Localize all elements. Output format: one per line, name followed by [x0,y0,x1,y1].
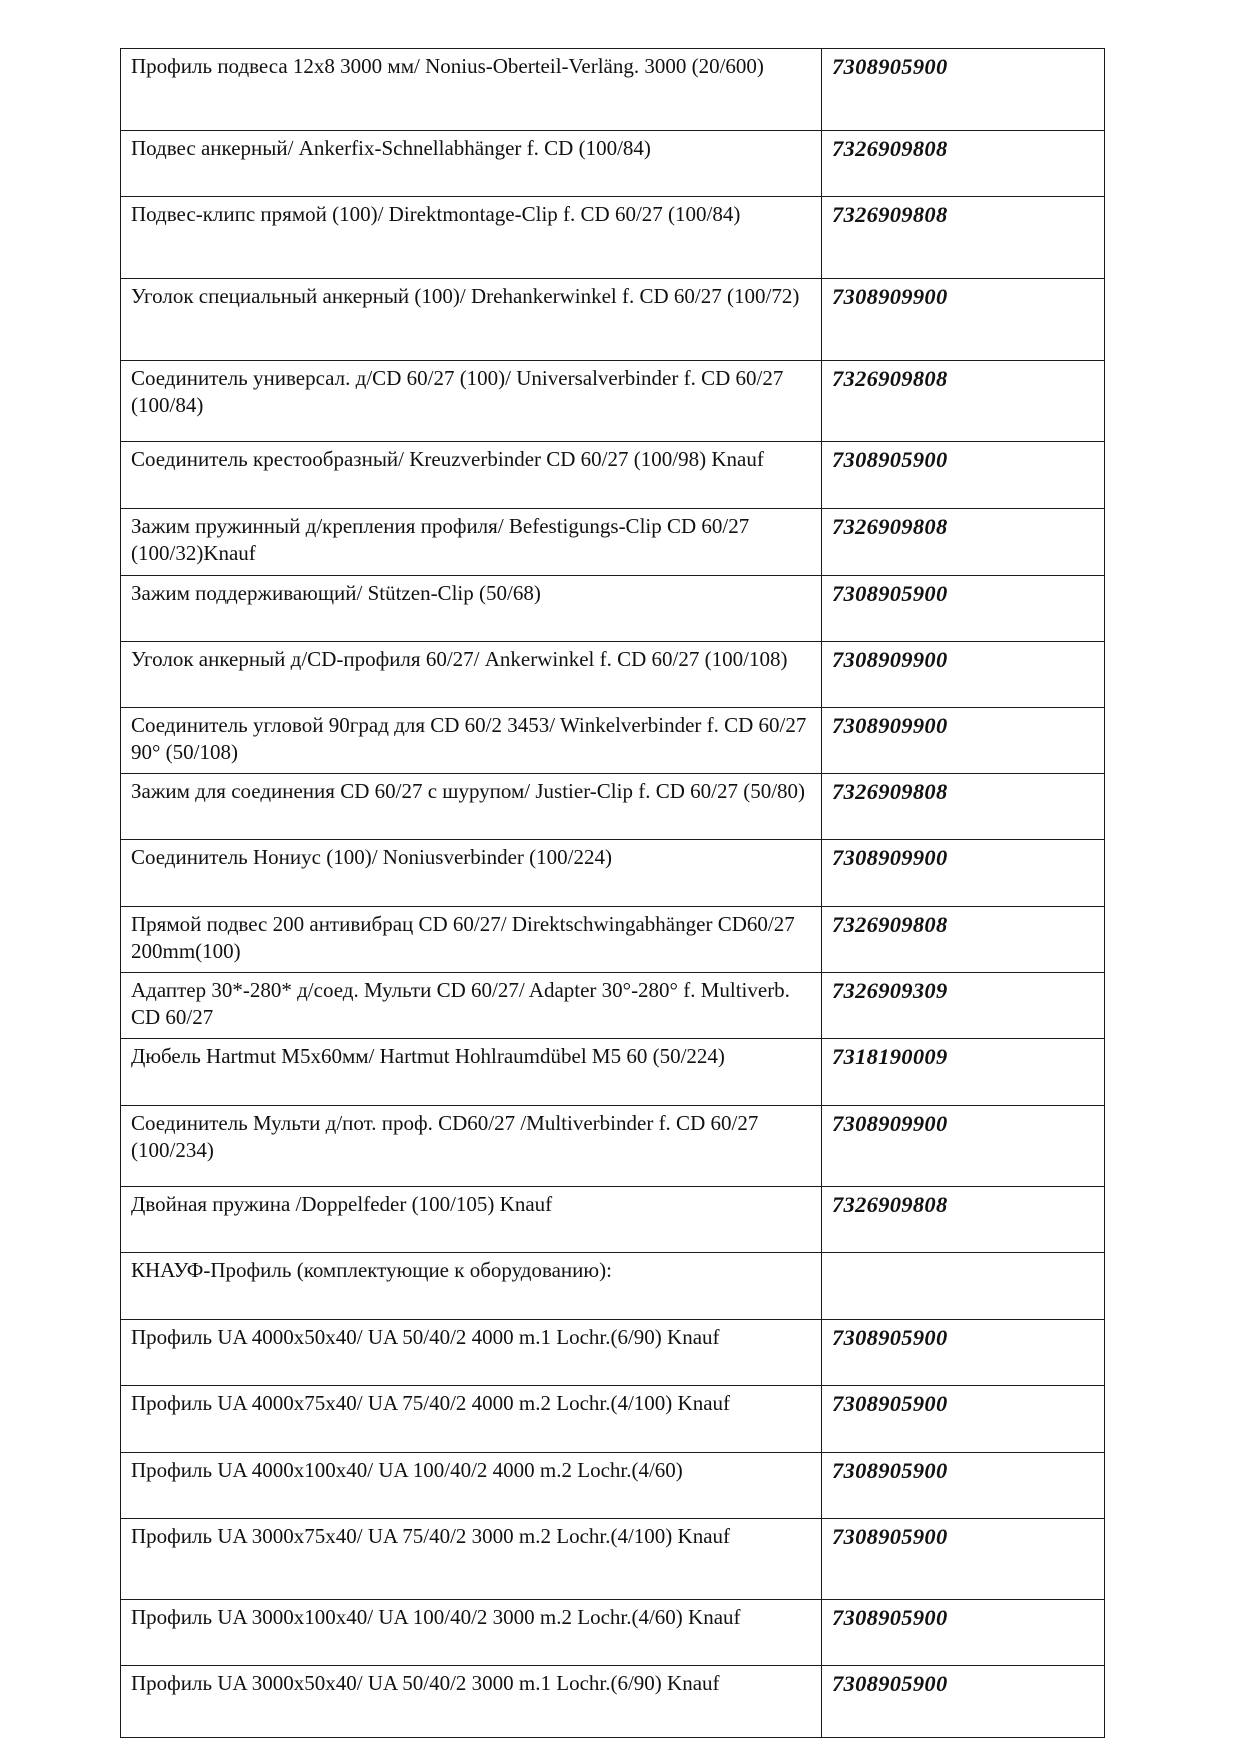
item-description: Профиль UA 3000x50x40/ UA 50/40/2 3000 m.1 Lochr.(6/90) Knauf [121,1666,822,1738]
item-code: 7326909309 [822,973,1105,1039]
item-code: 7308905900 [822,576,1105,642]
items-table [120,48,1105,1738]
item-code: 7326909808 [822,509,1105,576]
item-code: 7308909900 [822,279,1105,361]
table-row [121,774,1105,840]
item-description: Профиль UA 3000x75x40/ UA 75/40/2 3000 m.2 Lochr.(4/100) Knauf [121,1519,822,1600]
item-code: 7308909900 [822,708,1105,774]
item-code: 7326909808 [822,131,1105,197]
table-row [121,1320,1105,1386]
item-description: Уголок специальный анкерный (100)/ Drehankerwinkel f. CD 60/27 (100/72) [121,279,822,361]
item-description: Профиль UA 4000x50x40/ UA 50/40/2 4000 m.1 Lochr.(6/90) Knauf [121,1320,822,1386]
item-code: 7308909900 [822,840,1105,907]
item-code [822,1253,1105,1320]
item-code: 7308905900 [822,49,1105,131]
item-description: Профиль подвеса 12x8 3000 мм/ Nonius-Oberteil-Verläng. 3000 (20/600) [121,49,822,131]
item-description: Дюбель Hartmut M5x60мм/ Hartmut Hohlraumdübel M5 60 (50/224) [121,1039,822,1106]
item-description: Зажим поддерживающий/ Stützen-Clip (50/68) [121,576,822,642]
item-code: 7308905900 [822,1600,1105,1666]
table-row [121,1253,1105,1320]
item-description: Прямой подвес 200 антивибрац CD 60/27/ Direktschwingabhänger CD60/27 200mm(100) [121,907,822,973]
item-description: Двойная пружина /Doppelfeder (100/105) Knauf [121,1187,822,1253]
item-code: 7308909900 [822,1106,1105,1187]
item-code: 7308905900 [822,1320,1105,1386]
table-row [121,509,1105,576]
items-table-body [121,49,1105,1738]
table-row [121,1600,1105,1666]
item-description: Соединитель универсал. д/CD 60/27 (100)/ Universalverbinder f. CD 60/27 (100/84) [121,361,822,442]
item-code: 7326909808 [822,361,1105,442]
item-code: 7308905900 [822,1386,1105,1453]
item-description: Подвес анкерный/ Ankerfix-Schnellabhänger f. CD (100/84) [121,131,822,197]
table-row [121,973,1105,1039]
item-code: 7326909808 [822,197,1105,279]
table-row [121,907,1105,973]
item-description: Профиль UA 4000x75x40/ UA 75/40/2 4000 m.2 Lochr.(4/100) Knauf [121,1386,822,1453]
item-code: 7308905900 [822,1666,1105,1738]
table-row [121,1666,1105,1738]
item-description: Соединитель крестообразный/ Kreuzverbinder CD 60/27 (100/98) Knauf [121,442,822,509]
item-code: 7318190009 [822,1039,1105,1106]
item-description: Профиль UA 4000x100x40/ UA 100/40/2 4000 m.2 Lochr.(4/60) [121,1453,822,1519]
item-code: 7326909808 [822,907,1105,973]
item-description: Зажим для соединения CD 60/27 с шурупом/ Justier-Clip f. CD 60/27 (50/80) [121,774,822,840]
table-row [121,197,1105,279]
table-row [121,576,1105,642]
table-row [121,1106,1105,1187]
table-row [121,442,1105,509]
item-code: 7308909900 [822,642,1105,708]
item-description: Зажим пружинный д/крепления профиля/ Befestigungs-Clip CD 60/27 (100/32)Knauf [121,509,822,576]
item-code: 7308905900 [822,1519,1105,1600]
item-code: 7326909808 [822,1187,1105,1253]
table-row [121,642,1105,708]
table-row [121,49,1105,131]
table-row [121,131,1105,197]
item-code: 7326909808 [822,774,1105,840]
table-row [121,1519,1105,1600]
table-row [121,1187,1105,1253]
table-row [121,708,1105,774]
item-description: Соединитель Нониус (100)/ Noniusverbinder (100/224) [121,840,822,907]
item-description: Соединитель угловой 90град для CD 60/2 3453/ Winkelverbinder f. CD 60/27 90° (50/108) [121,708,822,774]
item-code: 7308905900 [822,1453,1105,1519]
item-description: КНАУФ-Профиль (комплектующие к оборудованию): [121,1253,822,1320]
item-code: 7308905900 [822,442,1105,509]
table-row [121,1039,1105,1106]
item-description: Уголок анкерный д/CD-профиля 60/27/ Ankerwinkel f. CD 60/27 (100/108) [121,642,822,708]
item-description: Соединитель Мульти д/пот. проф. CD60/27 /Multiverbinder f. CD 60/27 (100/234) [121,1106,822,1187]
item-description: Профиль UA 3000x100x40/ UA 100/40/2 3000 m.2 Lochr.(4/60) Knauf [121,1600,822,1666]
item-description: Адаптер 30*-280* д/соед. Мульти CD 60/27/ Adapter 30°-280° f. Multiverb. CD 60/27 [121,973,822,1039]
table-row [121,1453,1105,1519]
item-description: Подвес-клипс прямой (100)/ Direktmontage-Clip f. CD 60/27 (100/84) [121,197,822,279]
table-row [121,1386,1105,1453]
table-row [121,840,1105,907]
table-row [121,361,1105,442]
table-row [121,279,1105,361]
